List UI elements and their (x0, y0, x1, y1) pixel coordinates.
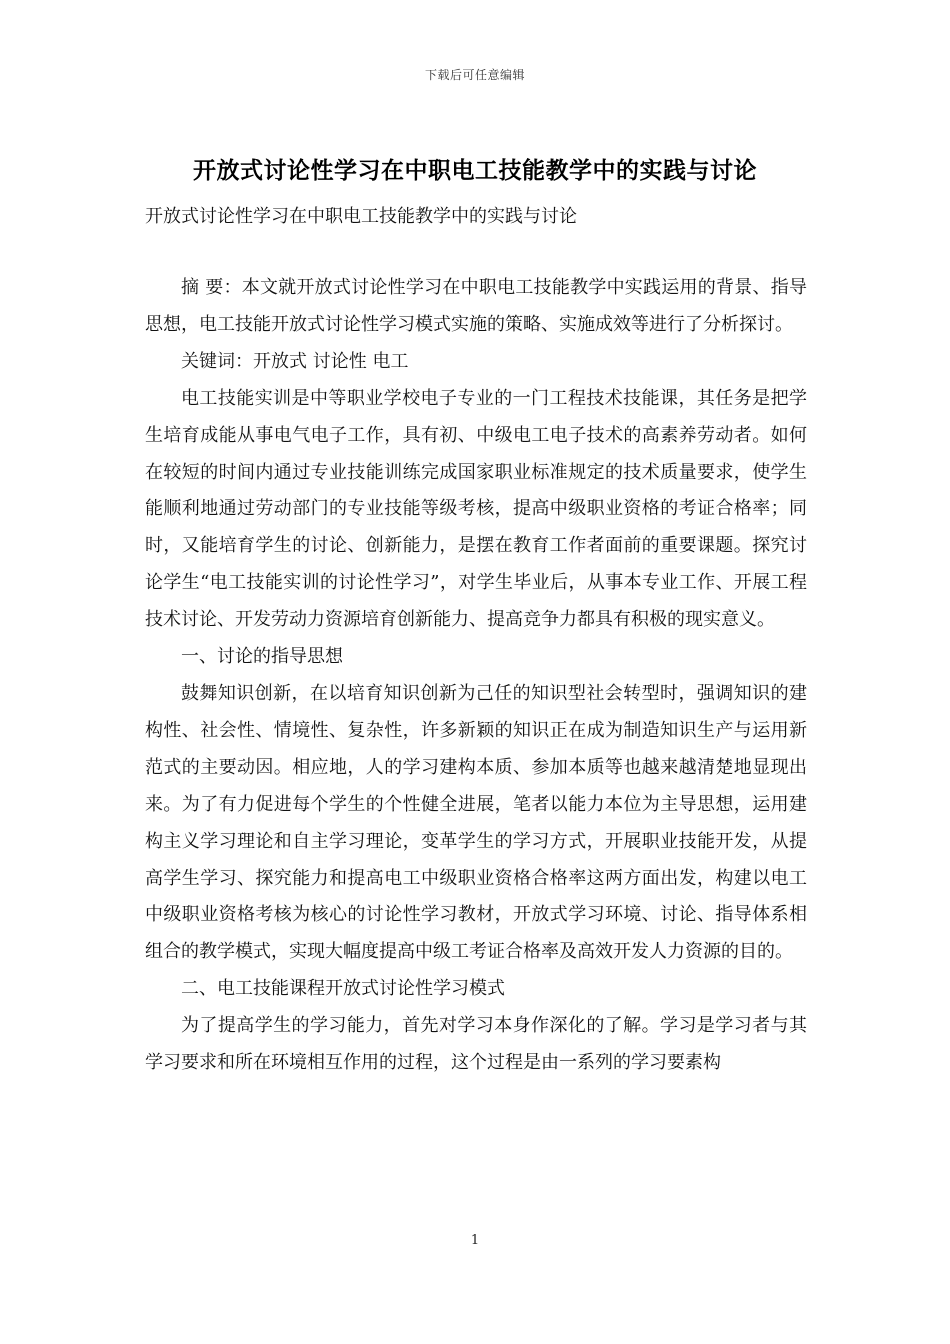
document-subtitle: 开放式讨论性学习在中职电工技能教学中的实践与讨论 (145, 206, 577, 227)
keywords-line: 关键词：开放式 讨论性 电工 (181, 350, 409, 372)
document-body (145, 270, 807, 1082)
section-1-paragraph: 鼓舞知识创新，在以培育知识创新为己任的知识型社会转型时，强调知识的建构性、社会性、情境性、复杂性，许多新颖的知识正在成为制造知识生产与运用新范式的主要动因。相应地，人的学习建构本质、参加本质等也越来越清楚地显现出来。为了有力促进每个学生的个性健全进展，笔者以能力本位为主导思想，运用建构主义学习理论和自主学习理论，变革学生的学习方式，开展职业技能开发，从提高学生学习、探究能力和提高电工中级职业资格合格率这两方面出发，构建以电工中级职业资格考核为核心的讨论性学习教材，开放式学习环境、讨论、指导体系相组合的教学模式，实现大幅度提高中级工考证合格率及高效开发人力资源的目的。 (145, 682, 807, 963)
document-title: 开放式讨论性学习在中职电工技能教学中的实践与讨论 (193, 157, 757, 184)
header-note: 下载后可任意编辑 (424, 68, 525, 82)
intro-paragraph: 电工技能实训是中等职业学校电子专业的一门工程技术技能课，其任务是把学生培育成能从事电气电子工作，具有初、中级电工电子技术的高素养劳动者。如何在较短的时间内通过专业技能训练完成国家职业标准规定的技术质量要求，使学生能顺利地通过劳动部门的专业技能等级考核，提高中级职业资格的考证合格率；同时，又能培育学生的讨论、创新能力，是摆在教育工作者面前的重要课题。探究讨论学生“电工技能实训的讨论性学习”，对学生毕业后，从事本专业工作、开展工程技术讨论、开发劳动力资源培育创新能力、提高竞争力都具有积极的现实意义。 (145, 387, 807, 631)
section-heading-1: 一、讨论的指导思想 (181, 646, 343, 668)
section-heading-2: 二、电工技能课程开放式讨论性学习模式 (181, 978, 505, 1000)
abstract-paragraph: 摘 要：本文就开放式讨论性学习在中职电工技能教学中实践运用的背景、指导思想，电工技能开放式讨论性学习模式实施的策略、实施成效等进行了分析探讨。 (145, 277, 807, 335)
page-number: 1 (470, 1233, 480, 1248)
section-2-paragraph: 为了提高学生的学习能力，首先对学习本身作深化的了解。学习是学习者与其学习要求和所在环境相互作用的过程，这个过程是由一系列的学习要素构 (145, 1015, 807, 1074)
